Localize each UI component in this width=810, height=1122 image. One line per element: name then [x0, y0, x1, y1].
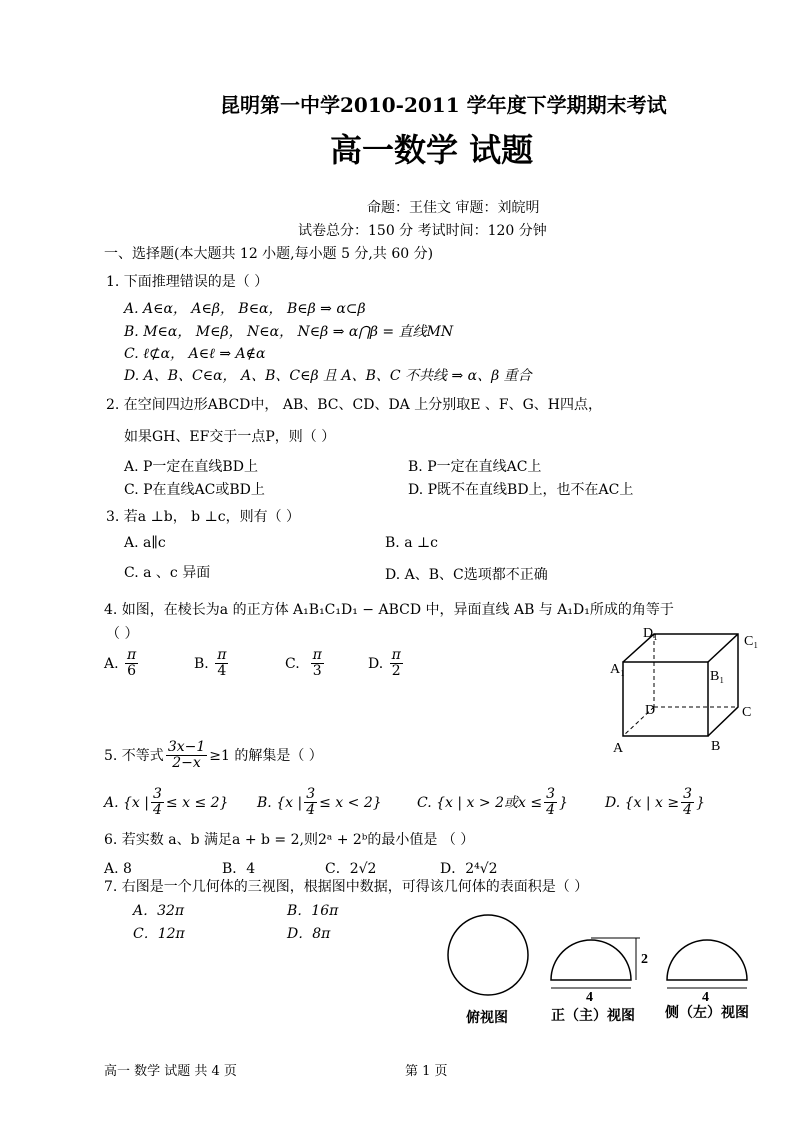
q6-option-c: C．2√2: [325, 861, 377, 877]
q4-paren: （ ）: [106, 626, 139, 642]
q5-option-a: A. {x | $\frac{3}{4}$ ≤ x ≤ 2}: [104, 786, 229, 819]
side-view-label: 侧（左）视图: [665, 1006, 749, 1021]
q3-stem: 3. 若a ⊥b， b ⊥c，则有（ ）: [106, 509, 301, 525]
q3-option-a: A. a∥c: [124, 535, 166, 551]
q7-stem: 7. 右图是一个几何体的三视图，根据图中数据，可得该几何体的表面积是（ ）: [104, 879, 589, 895]
q4-option-b: B. $\frac{\pi}{4}$: [194, 647, 227, 680]
q2-option-d: D. P既不在直线BD上，也不在AC上: [408, 482, 634, 498]
q3-option-d: D. A、B、C选项都不正确: [385, 567, 548, 583]
front-view-label: 正（主）视图: [551, 1009, 635, 1024]
label-c: C: [742, 705, 752, 720]
q6-option-a: A. 8: [104, 861, 132, 877]
footer-left: 高一 数学 试题 共 4 页: [104, 1064, 237, 1079]
front-width: 4: [586, 990, 593, 1005]
top-view-label: 俯视图: [466, 1011, 508, 1026]
q2-stem: 2. 在空间四边形ABCD中， AB、BC、CD、DA 上分别取E 、F、G、H四点，: [106, 397, 603, 413]
q7-option-a: A．32π: [133, 903, 185, 919]
q7-option-b: B．16π: [287, 903, 339, 919]
q5-option-d: D. {x | x ≥ $\frac{3}{4}$ }: [605, 786, 705, 819]
q1-option-a: A. A∈α， A∈β， B∈α， B∈β ⇒ α⊂β: [124, 301, 366, 317]
q1-option-c: C. ℓ⊄α， A∈ℓ ⇒ A∉α: [124, 346, 266, 362]
label-c1: C₁: [744, 634, 759, 649]
q6-option-d: D．2⁴√2: [440, 861, 498, 877]
q7-option-d: D．8π: [287, 926, 331, 942]
q2-option-c: C. P在直线AC或BD上: [124, 482, 265, 498]
school-title: 昆明第一中学2010-2011 学年度下学期期末考试: [220, 93, 667, 117]
footer-page: 第 1 页: [405, 1064, 448, 1079]
label-a: A: [613, 741, 624, 756]
q2-stem-2: 如果GH、EF交于一点P，则（ ）: [124, 429, 336, 445]
label-d: D: [645, 703, 656, 718]
q6-option-b: B．4: [222, 861, 256, 877]
q2-option-b: B. P一定在直线AC上: [408, 459, 542, 475]
q1-stem: 1. 下面推理错误的是（ ）: [106, 274, 269, 290]
q1-option-d: D. A、B、C∈α， A、B、C∈β 且 A、B、C 不共线 ⇒ α、β 重合: [124, 368, 532, 384]
q5-stem: 5. 不等式 $\frac{3x-1}{2-x}$ ≥1 的解集是（ ）: [104, 739, 323, 772]
q7-option-c: C．12π: [133, 926, 185, 942]
label-b1: B₁: [710, 669, 725, 684]
front-height: 2: [641, 952, 648, 967]
section-heading: 一、选择题(本大题共 12 小题,每小题 5 分,共 60 分): [104, 246, 434, 262]
q4-option-d: D. $\frac{\pi}{2}$: [368, 647, 401, 680]
label-a1: A₁: [610, 662, 625, 677]
q2-option-a: A. P一定在直线BD上: [124, 459, 258, 475]
authors: 命题：王佳文 审题：刘皖明: [367, 200, 540, 216]
q4-option-c: C. $\frac{\pi}{3}$: [285, 647, 322, 680]
exam-title: 高一数学 试题: [330, 131, 534, 169]
q5-option-b: B. {x | $\frac{3}{4}$ ≤ x < 2}: [257, 786, 382, 819]
q4-stem: 4. 如图，在棱长为a 的正方体 A₁B₁C₁D₁ − ABCD 中，异面直线 AB 与 A₁D₁所成的角等于: [104, 602, 674, 618]
q3-option-c: C. a 、c 异面: [124, 565, 211, 581]
q6-stem: 6. 若实数 a、b 满足a + b = 2,则2ᵃ + 2ᵇ的最小值是 （ ）: [104, 832, 475, 848]
q5-option-c: C. {x | x > 2或x ≤ $\frac{3}{4}$ }: [417, 786, 568, 819]
q4-option-a: A. $\frac{\pi}{6}$: [104, 647, 137, 680]
q3-option-b: B. a ⊥c: [385, 535, 438, 551]
side-width: 4: [702, 990, 709, 1005]
q1-option-b: B. M∈α， M∈β， N∈α， N∈β ⇒ α⋂β = 直线MN: [124, 324, 454, 340]
exam-meta: 试卷总分：150 分 考试时间：120 分钟: [298, 223, 547, 239]
label-b: B: [711, 739, 721, 754]
label-d1: D₁: [643, 626, 658, 641]
